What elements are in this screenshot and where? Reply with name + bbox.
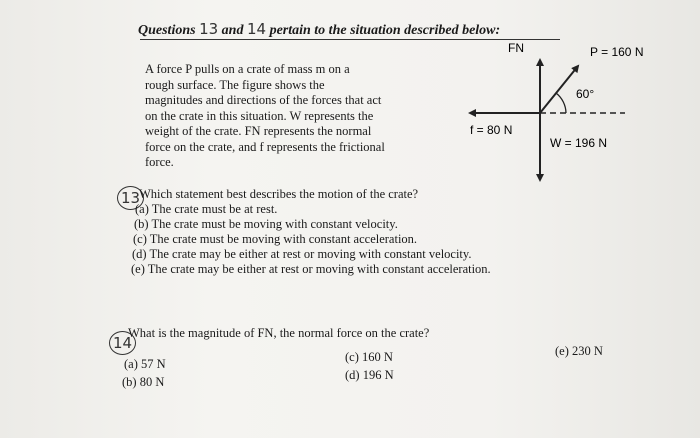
angle-label: 60° xyxy=(576,87,595,101)
weight-label: W = 196 N xyxy=(550,136,608,150)
intro-line-6: force on the crate, and f represents the frictional xyxy=(145,139,385,154)
header-conjunction: and xyxy=(221,23,244,38)
question-13-option-c: (c) The crate must be moving with constant acceleration. xyxy=(133,232,418,246)
question-14-option-e: (e) 230 N xyxy=(555,344,603,358)
intro-line-2: rough surface. The figure shows the xyxy=(145,77,325,92)
question-13-option-b: (b) The crate must be moving with constant velocity. xyxy=(134,217,398,231)
header-question-number-1: 13 xyxy=(199,20,219,38)
question-14-option-d: (d) 196 N xyxy=(345,368,394,382)
intro-line-1: A force P pulls on a crate of mass m on a xyxy=(145,62,350,76)
friction-label: f = 80 N xyxy=(470,123,513,137)
intro-line-3: magnitudes and directions of the forces that act xyxy=(145,93,382,107)
intro-line-4: on the crate in this situation. W represents the xyxy=(145,108,374,123)
pull-force-label: P = 160 N xyxy=(590,45,644,59)
question-13-option-d: (d) The crate may be either at rest or moving with constant velocity. xyxy=(132,247,472,261)
question-13-option-e: (e) The crate may be either at rest or moving with constant acceleration. xyxy=(131,262,491,276)
intro-line-7: force. xyxy=(145,155,174,169)
header-prefix: Questions xyxy=(138,23,196,38)
question-14-circled-number: 14 xyxy=(109,331,136,355)
normal-force-label: FN xyxy=(508,41,524,55)
question-13-circled-number: 13 xyxy=(117,186,144,210)
angle-arc xyxy=(556,93,566,113)
question-14-option-b: (b) 80 N xyxy=(122,375,165,389)
pull-force-arrow xyxy=(540,66,578,113)
question-13 xyxy=(131,187,491,277)
question-13-option-a: (a) The crate must be at rest. xyxy=(135,202,278,216)
header-question-number-2: 14 xyxy=(246,20,267,38)
question-14-option-c: (c) 160 N xyxy=(345,350,393,364)
question-13-text: Which statement best describes the motion of the crate? xyxy=(139,187,419,201)
question-14-option-a: (a) 57 N xyxy=(124,357,166,371)
question-14-text: What is the magnitude of FN, the normal force on the crate? xyxy=(128,326,430,340)
intro-line-5: weight of the crate. FN represents the normal xyxy=(145,124,372,138)
header-suffix: pertain to the situation described below: xyxy=(269,23,501,38)
